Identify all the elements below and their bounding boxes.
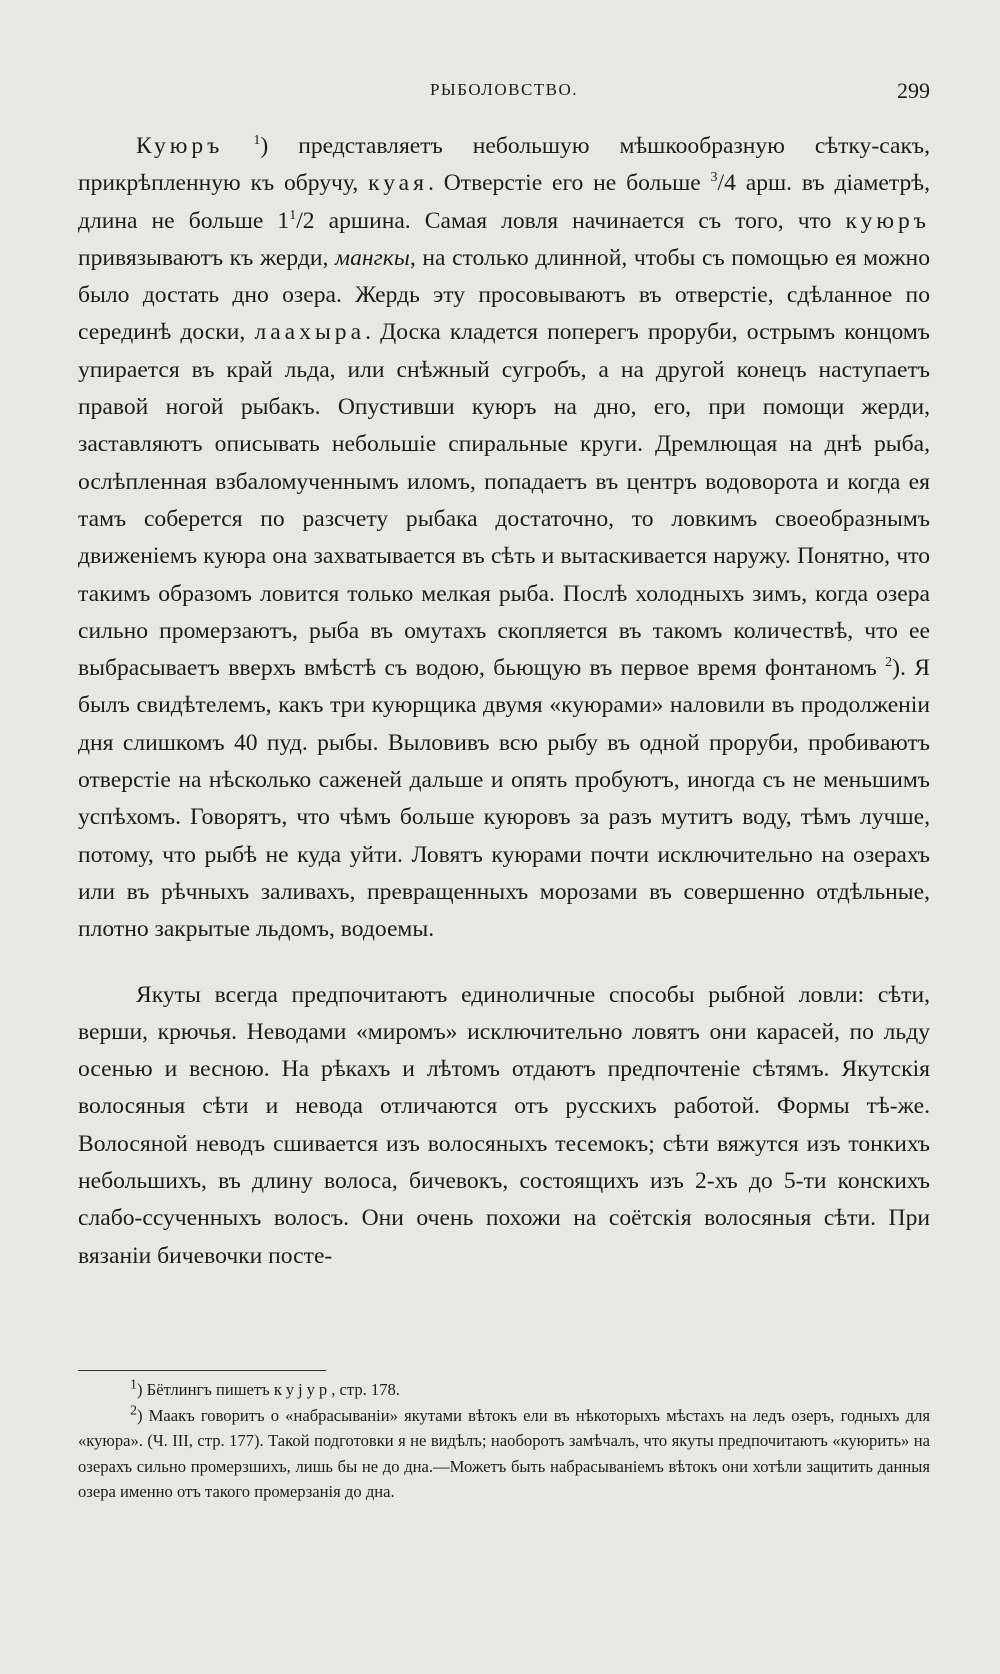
paragraph-yakut-nets: Якуты всегда предпочитаютъ единоличные способы рыбной ловли: сѣти, верши, крючья. Неводами «миромъ» исключительно ловятъ они карасей, по льду осенью и весною. На рѣкахъ и лѣтомъ отдаютъ предпочтеніе сѣтямъ. Якутскія волосяныя сѣти и невода отличаются отъ русскихъ работой. Формы тѣ-же. Волосяной неводъ сшивается изъ волосяныхъ тесемокъ; сѣти вяжутся изъ тонкихъ небольшихъ, въ длину волоса, бичевокъ, состоящихъ изъ 2-хъ до 5-ти конскихъ слабо-ссученныхъ волосъ. Они очень похожи на соётскія волосяныя сѣти. При вязаніи бичевочки посте- [78, 981, 930, 1269]
term-mangky: мангкы [335, 244, 410, 271]
term-kuyur: куюръ [845, 207, 930, 234]
fraction-numerator: 3 [710, 170, 718, 186]
fraction-denominator: /4 [717, 170, 736, 197]
term-kuaya: куая [368, 170, 429, 197]
page-number: 299 [897, 78, 930, 103]
paragraph-text: . Доска кладется поперегъ проруби, острымъ концомъ упирается въ край льда, или снѣжный сугробъ, а на другой конецъ наступаетъ правой ногой рыбакъ. Опустивши куюръ на дно, его, при помощи жерди, заставляютъ описывать небольшіе спиральные круги. Дремлющая на днѣ рыба, ослѣпленная взбаломученнымъ иломъ, попадаетъ въ центръ водоворота и когда ея тамъ соберется по разсчету рыбака достаточно, то ловкимъ своеобразнымъ движеніемъ куюра она захватывается въ сѣть и вытаскивается наружу. Понятно, что такимъ образомъ ловится только мелкая рыба. Послѣ холодныхъ зимъ, когда озера сильно промерзаютъ, рыба въ омутахъ скопляется въ такомъ количествѣ, что ее выбрасываетъ вверхъ вмѣстѣ съ водою, бьющую въ первое время фонтаномъ [78, 319, 931, 682]
footnote-2 [78, 1403, 930, 1505]
footnote-mark: 2 [130, 1403, 137, 1419]
body-text [78, 128, 930, 1275]
fraction-denominator: /2 [296, 207, 315, 234]
paragraph-kuyur [78, 128, 930, 949]
footnote-text: ) Бётлингъ пишетъ [137, 1380, 274, 1399]
footnote-divider [78, 1370, 326, 1371]
footnote-mark: 1 [130, 1377, 137, 1393]
footnote-ref-2: 2 [885, 655, 893, 671]
paragraph-text: аршина. Самая ловля начинается съ того, что [314, 207, 846, 234]
footnote-ref-1: 1 [253, 133, 261, 149]
paragraph-text: . Отверстіе его не больше [428, 170, 711, 197]
footnote-1 [78, 1377, 930, 1403]
term-laakhyra: лаахыра [254, 319, 366, 346]
paragraph-text: привязываютъ къ жерди, [78, 244, 336, 271]
page-header [78, 80, 930, 110]
fraction-numerator: 1 [289, 207, 297, 223]
term-kuyur: Куюръ [136, 133, 224, 159]
footnote-text: , стр. 178. [331, 1380, 400, 1399]
footnotes [78, 1377, 930, 1505]
paragraph-text: ). Я былъ свидѣтелемъ, какъ три куюрщика двумя «куюрами» наловили въ продолженіи дня слишкомъ 40 пуд. рыбы. Выловивъ всю рыбу въ одной проруби, пробиваютъ отверстіе на нѣсколько саженей дальше и опять пробуютъ, иногда съ не меньшимъ успѣхомъ. Говорятъ, что чѣмъ больше куюровъ за разъ мутитъ воду, тѣмъ лучше, потому, что рыбѣ не куда уйти. Ловятъ куюрами почти исключительно на озерахъ или въ рѣчныхъ заливахъ, превращенныхъ морозами въ совершенно отдѣльные, плотно закрытые льдомъ, водоемы. [78, 655, 931, 943]
paragraph-text: ) представляетъ небольшую мѣшкообразную сѣтку-сакъ, прикрѣпленную къ обручу, [78, 133, 930, 197]
paragraph-text: арш. въ діаметрѣ, длина не больше 1 [78, 170, 930, 234]
running-title: РЫБОЛОВСТВО. [429, 80, 579, 99]
footnote-text: ) Маакъ говоритъ о «набрасываніи» якутами вѣтокъ ели въ нѣкоторыхъ мѣстахъ на ледъ озеръ, годныхъ для «куюра». (Ч. III, стр. 177). Такой подготовки я не видѣлъ; наоборотъ замѣчалъ, что якуты предпочитаютъ «куюрить» на озерахъ сильно промерзшихъ, лишь бы не до дна.—Можетъ быть набрасываніемъ вѣтокъ они хотѣли защитить данныя озера именно отъ такого промерзанія до дна. [78, 1405, 930, 1502]
paragraph-text: , на столько длинной, чтобы съ помощью ея можно было достать дно озера. Жердь эту просовываютъ въ отверстіе, сдѣланное по серединѣ доски, [78, 244, 930, 346]
term-kujur: куjур [273, 1380, 332, 1399]
